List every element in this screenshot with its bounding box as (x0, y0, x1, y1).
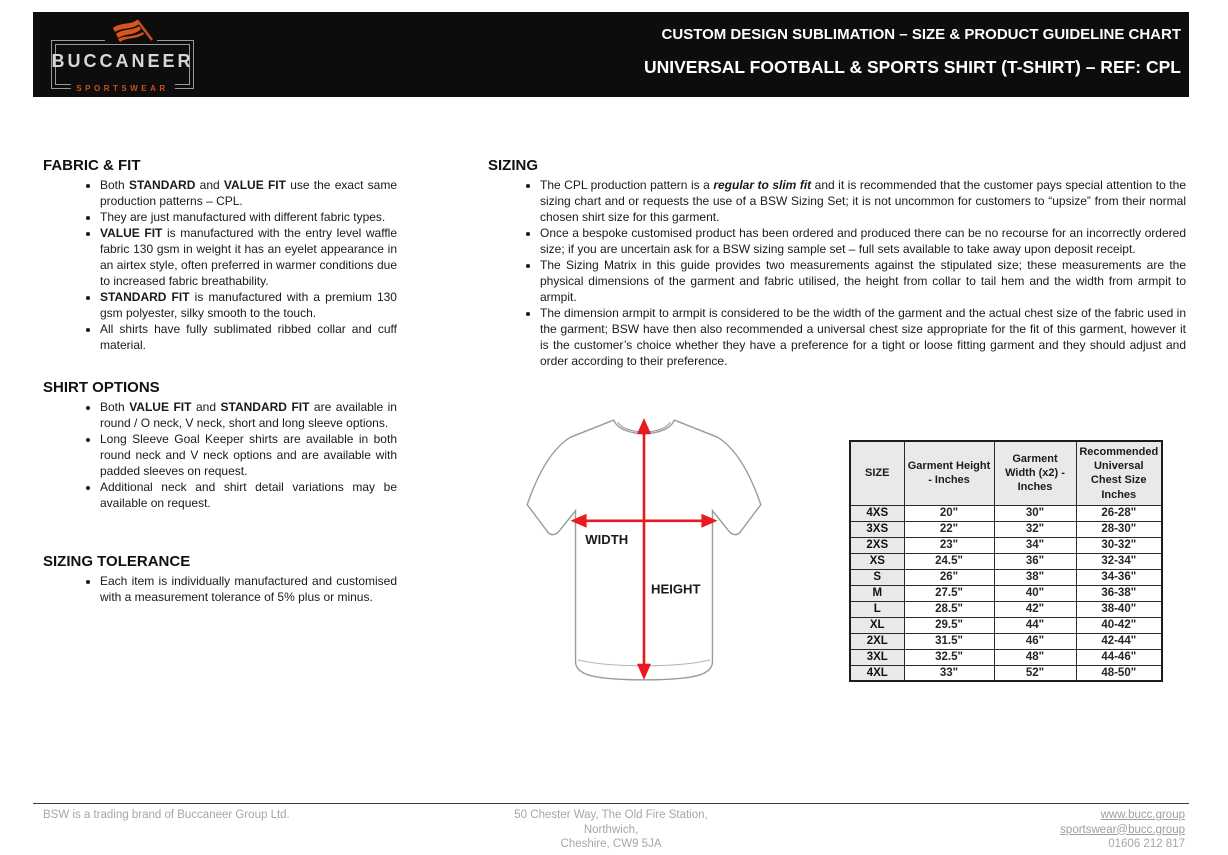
size-table-header: Garment Height - Inches (904, 441, 994, 505)
brand-subtitle: SPORTSWEAR (70, 84, 174, 93)
size-table-cell: 28-30" (1076, 521, 1162, 537)
footer-address (514, 808, 707, 852)
section-heading-fabric-fit: FABRIC & FIT (43, 157, 141, 174)
size-table-cell: 44" (994, 617, 1076, 633)
size-table-cell: 46" (994, 633, 1076, 649)
size-table-header: Recommended Universal Chest Size Inches (1076, 441, 1162, 505)
size-table-row (850, 601, 1162, 617)
bullet-item: • The dimension armpit to armpit is considered to be the width of the garment and the actual chest size of the fabric used in the garment; BSW have then also recommended a universal chest size appropriate for the fit of this garment, however it is the customer’s choice whether they have a preference for a tight or loose fitting garment and they should adjust and order according to their preference. (540, 305, 1186, 369)
size-row-label: L (850, 601, 904, 617)
footer-contact (1060, 808, 1185, 852)
size-table-header: Garment Width (x2) - Inches (994, 441, 1076, 505)
phone-number: 01606 212 817 (1108, 838, 1185, 850)
section-heading-shirt-options: SHIRT OPTIONS (43, 379, 160, 396)
size-table-row (850, 633, 1162, 649)
size-table-row (850, 537, 1162, 553)
size-table-cell: 48-50" (1076, 665, 1162, 681)
size-row-label: 3XS (850, 521, 904, 537)
size-table-cell: 36" (994, 553, 1076, 569)
size-table-cell: 38" (994, 569, 1076, 585)
bullet-item: • STANDARD FIT is manufactured with a premium 130 gsm polyester, silky smooth to the touch. (100, 289, 397, 321)
size-table-cell: 26-28" (1076, 505, 1162, 521)
width-label: WIDTH (585, 531, 629, 547)
sizing-tolerance-list (43, 573, 397, 605)
tshirt-outline-graphic (518, 410, 770, 702)
size-table-row (850, 585, 1162, 601)
fabric-fit-list (43, 177, 397, 353)
size-table-cell: 36-38" (1076, 585, 1162, 601)
bullet-item: • The Sizing Matrix in this guide provides two measurements against the stipulated size; these measurements are the physical dimensions of the garment and fabric utilised, the height from collar to tail hem and the width from armpit to armpit. (540, 257, 1186, 305)
tshirt-diagram (518, 410, 770, 702)
size-table-cell: 34" (994, 537, 1076, 553)
size-row-label: 2XL (850, 633, 904, 649)
size-table-cell: 31.5" (904, 633, 994, 649)
size-table-row (850, 617, 1162, 633)
size-row-label: 4XS (850, 505, 904, 521)
size-table-row (850, 505, 1162, 521)
size-table-cell: 27.5" (904, 585, 994, 601)
sizing-list (488, 177, 1186, 369)
footer (33, 803, 1189, 853)
size-table-cell: 38-40" (1076, 601, 1162, 617)
size-table-cell: 48" (994, 649, 1076, 665)
footer-address-line1: 50 Chester Way, The Old Fire Station, (514, 809, 708, 821)
size-table (849, 440, 1163, 682)
logo-box (51, 40, 194, 93)
size-row-label: S (850, 569, 904, 585)
brand-logo (49, 14, 209, 96)
size-table-cell: 20" (904, 505, 994, 521)
section-heading-sizing-tolerance: SIZING TOLERANCE (43, 553, 191, 570)
header-bar (33, 12, 1189, 97)
size-table-row (850, 665, 1162, 681)
bullet-item: • They are just manufactured with different fabric types. (100, 209, 397, 225)
size-table-cell: 26" (904, 569, 994, 585)
shirt-options-list (43, 399, 397, 511)
size-table-header: SIZE (850, 441, 904, 505)
size-table-cell: 40" (994, 585, 1076, 601)
footer-address-line2: Northwich, (583, 823, 639, 836)
bullet-item: • All shirts have fully sublimated ribbed collar and cuff material. (100, 321, 397, 353)
left-column (43, 157, 397, 605)
size-table-cell: 23" (904, 537, 994, 553)
doc-title-line2: UNIVERSAL FOOTBALL & SPORTS SHIRT (T-SHIRT) – REF: CPL (643, 57, 1181, 77)
section-heading-sizing: SIZING (488, 157, 539, 174)
size-table-row (850, 649, 1162, 665)
size-row-label: XS (850, 553, 904, 569)
bullet-item: • VALUE FIT is manufactured with the entry level waffle fabric 130 gsm in weight it has an eyelet appearance in an airtex style, often preferred in warmer conditions due to increased fabric breathability. (100, 225, 397, 289)
size-table-cell: 42-44" (1076, 633, 1162, 649)
size-table-cell: 32.5" (904, 649, 994, 665)
bullet-item: • Both VALUE FIT and STANDARD FIT are available in round / O neck, V neck, short and long sleeve options. (100, 399, 397, 431)
size-row-label: 2XS (850, 537, 904, 553)
bullet-item: • Additional neck and shirt detail variations may be available on request. (100, 479, 397, 511)
footer-address-line3: Cheshire, CW9 5JA (560, 838, 662, 850)
bullet-item: • Both STANDARD and VALUE FIT use the exact same production patterns – CPL. (100, 177, 397, 209)
size-row-label: 4XL (850, 665, 904, 681)
size-table-cell: 28.5" (904, 601, 994, 617)
bullet-item: • Once a bespoke customised product has been ordered and produced there can be no recourse for an incorrectly ordered size; if you are uncertain ask for a BSW sizing sample set – full sets available to take away upon deposit receipt. (540, 225, 1186, 257)
height-label: HEIGHT (651, 581, 701, 597)
size-table-cell: 22" (904, 521, 994, 537)
height-arrowhead-top (637, 418, 651, 434)
size-table-cell: 42" (994, 601, 1076, 617)
size-table-cell: 32" (994, 521, 1076, 537)
size-row-label: XL (850, 617, 904, 633)
size-table-row (850, 521, 1162, 537)
size-table-cell: 24.5" (904, 553, 994, 569)
size-table-cell: 34-36" (1076, 569, 1162, 585)
size-table-cell: 30-32" (1076, 537, 1162, 553)
footer-company-note: BSW is a trading brand of Buccaneer Group Ltd. (43, 809, 290, 821)
right-column (488, 157, 1186, 369)
brand-name: BUCCANEER (51, 51, 194, 71)
size-table-cell: 40-42" (1076, 617, 1162, 633)
doc-title-line1: CUSTOM DESIGN SUBLIMATION – SIZE & PRODUCT GUIDELINE CHART (661, 26, 1181, 43)
size-table-cell: 33" (904, 665, 994, 681)
size-table-cell: 44-46" (1076, 649, 1162, 665)
bullet-item: • Each item is individually manufactured and customised with a measurement tolerance of 5% plus or minus. (100, 573, 397, 605)
size-row-label: M (850, 585, 904, 601)
size-row-label: 3XL (850, 649, 904, 665)
size-table-cell: 32-34" (1076, 553, 1162, 569)
size-table-cell: 30" (994, 505, 1076, 521)
bullet-item: • Long Sleeve Goal Keeper shirts are available in both round neck and V neck options and are available with padded sleeves on request. (100, 431, 397, 479)
header-titles (281, 12, 1181, 78)
bullet-item: • The CPL production pattern is a regular to slim fit and it is recommended that the customer pays special attention to the sizing chart and or requests the use of a BSW Sizing Set; it is not uncommon for customers to “upsize” from their normal chosen shirt size for this garment. (540, 177, 1186, 225)
size-table-cell: 29.5" (904, 617, 994, 633)
size-table-header-row (850, 441, 1162, 505)
website-link[interactable]: www.bucc.group (1100, 809, 1185, 821)
size-table-row (850, 569, 1162, 585)
size-table-row (850, 553, 1162, 569)
flag-icon (105, 18, 157, 44)
size-table-cell: 52" (994, 665, 1076, 681)
email-link[interactable]: sportswear@bucc.group (1060, 823, 1185, 836)
